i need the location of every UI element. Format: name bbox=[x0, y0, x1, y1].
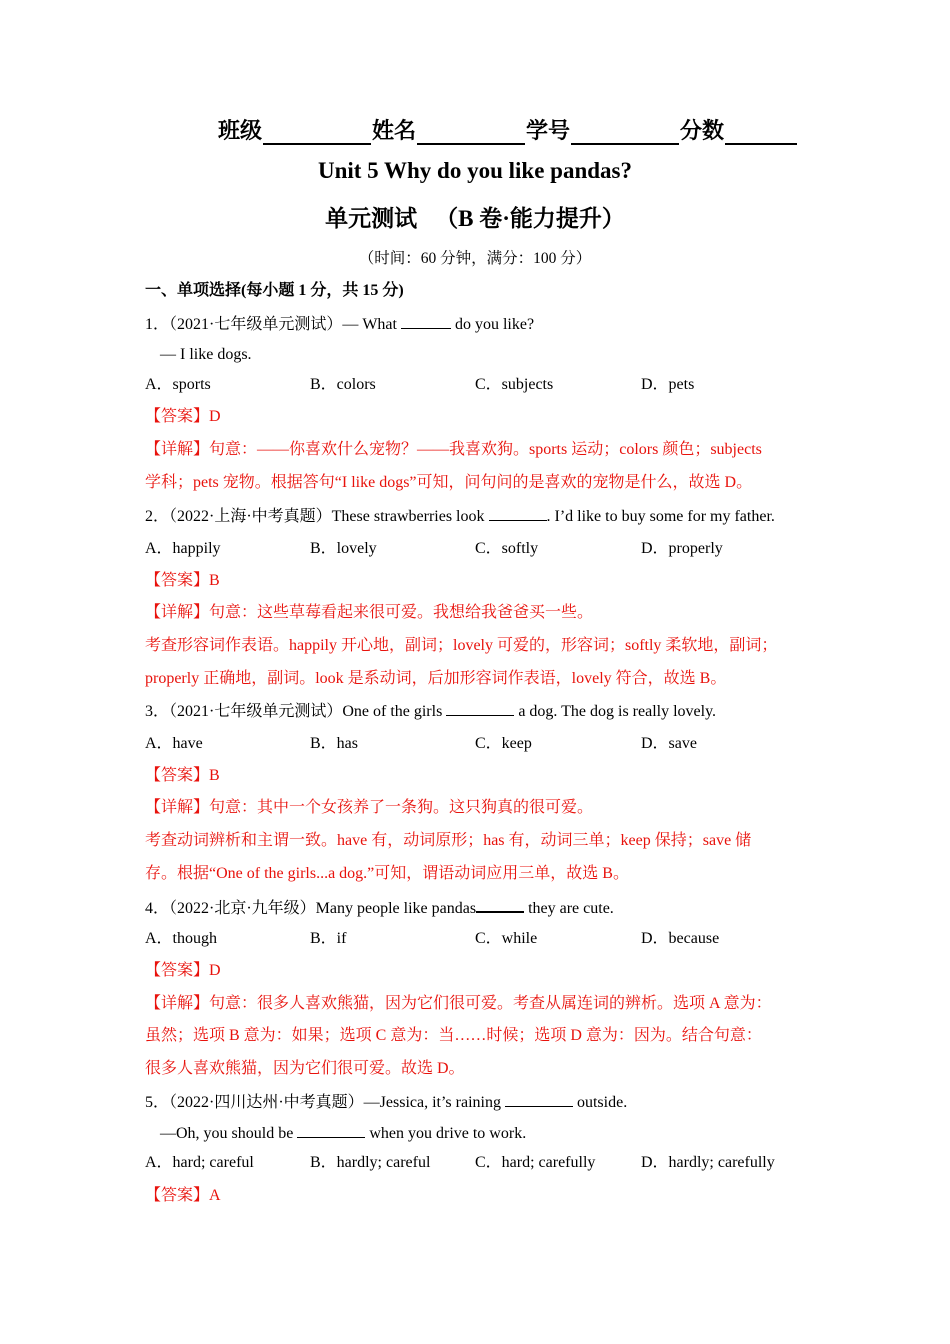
q2-option-b: B．lovely bbox=[310, 540, 377, 557]
question-1: 1．（2021·七年级单元测试）— What do you like? bbox=[145, 312, 534, 337]
answer-blank bbox=[401, 312, 451, 329]
q4-answer: 【答案】D bbox=[145, 962, 221, 979]
q1-option-d: D．pets bbox=[641, 376, 695, 393]
id-label: 学号 bbox=[526, 118, 571, 143]
q3-detail-line: 考查动词辨析和主谓一致。have 有，动词原形；has 有，动词三单；keep 保持；save 储 bbox=[145, 832, 752, 849]
title-cn-sub: （B 卷·能力提升） bbox=[435, 206, 625, 231]
q3-option-a: A．have bbox=[145, 735, 203, 752]
title-chinese bbox=[0, 200, 950, 233]
q1-answer: 【答案】D bbox=[145, 408, 221, 425]
score-label: 分数 bbox=[680, 118, 725, 143]
q2-option-c: C．softly bbox=[475, 540, 539, 557]
q1-option-c: C．subjects bbox=[475, 376, 554, 393]
q5-option-d: D．hardly; carefully bbox=[641, 1154, 775, 1171]
q2-option-a: A．happily bbox=[145, 540, 221, 557]
class-blank[interactable] bbox=[263, 117, 371, 145]
question-5-reply: —Oh, you should be when you drive to work. bbox=[160, 1121, 526, 1146]
id-blank[interactable] bbox=[571, 117, 679, 145]
question-3: 3．（2021·七年级单元测试）One of the girls a dog. The dog is really lovely. bbox=[145, 699, 716, 724]
q5-answer: 【答案】A bbox=[145, 1187, 221, 1204]
question-1-reply: — I like dogs. bbox=[160, 346, 252, 363]
q3-detail-line: 存。根据“One of the girls...a dog.”可知，谓语动词应用三单，故选 B。 bbox=[145, 865, 629, 882]
answer-blank bbox=[489, 504, 547, 521]
title-cn-main: 单元测试 bbox=[325, 206, 418, 231]
answer-blank bbox=[297, 1121, 365, 1138]
q4-detail-line: 虽然；选项 B 意为：如果；选项 C 意为：当……时候；选项 D 意为：因为。结合句意： bbox=[145, 1027, 762, 1044]
student-info-row bbox=[218, 114, 798, 148]
question-4: 4．（2022·北京·九年级）Many people like pandas they are cute. bbox=[145, 895, 614, 921]
question-2: 2．（2022·上海·中考真题）These strawberries look . I’d like to buy some for my father. bbox=[145, 504, 775, 529]
answer-blank bbox=[476, 895, 524, 913]
q3-option-d: D．save bbox=[641, 735, 697, 752]
q2-answer: 【答案】B bbox=[145, 572, 220, 589]
q5-option-c: C．hard; carefully bbox=[475, 1154, 596, 1171]
q2-option-d: D．properly bbox=[641, 540, 723, 557]
q2-detail-line: 【详解】句意：这些草莓看起来很可爱。我想给我爸爸买一些。 bbox=[145, 604, 594, 621]
name-blank[interactable] bbox=[417, 117, 525, 145]
q4-detail-line: 很多人喜欢熊猫，因为它们很可爱。故选 D。 bbox=[145, 1060, 465, 1077]
section-title: 一、单项选择(每小题 1 分，共 15 分) bbox=[145, 282, 404, 299]
score-blank[interactable] bbox=[725, 117, 797, 145]
q5-option-a: A．hard; careful bbox=[145, 1154, 254, 1171]
q3-option-b: B．has bbox=[310, 735, 359, 752]
q1-detail-line: 学科；pets 宠物。根据答句“I like dogs”可知，问句问的是喜欢的宠物是什么，故选 D。 bbox=[145, 474, 753, 491]
name-label: 姓名 bbox=[372, 118, 417, 143]
q1-option-b: B．colors bbox=[310, 376, 376, 393]
q2-detail-line: 考查形容词作表语。happily 开心地，副词；lovely 可爱的，形容词；softly 柔软地，副词； bbox=[145, 637, 778, 654]
title-english: Unit 5 Why do you like pandas? bbox=[317, 158, 632, 183]
q2-detail-line: properly 正确地，副词。look 是系动词，后加形容词作表语，lovely 符合，故选 B。 bbox=[145, 670, 727, 687]
q4-option-b: B．if bbox=[310, 930, 347, 947]
answer-blank bbox=[505, 1090, 573, 1107]
q3-detail-line: 【详解】句意：其中一个女孩养了一条狗。这只狗真的很可爱。 bbox=[145, 799, 594, 816]
q1-option-a: A．sports bbox=[145, 376, 211, 393]
q3-answer: 【答案】B bbox=[145, 767, 220, 784]
q4-option-d: D．because bbox=[641, 930, 720, 947]
question-5: 5．（2022·四川达州·中考真题）—Jessica, it’s raining outside. bbox=[145, 1090, 627, 1115]
answer-blank bbox=[446, 699, 514, 716]
q3-option-c: C．keep bbox=[475, 735, 532, 752]
time-info: （时间：60 分钟，满分：100 分） bbox=[358, 250, 592, 267]
q4-option-c: C．while bbox=[475, 930, 538, 947]
q1-detail-line: 【详解】句意：——你喜欢什么宠物？——我喜欢狗。sports 运动；colors 颜色；subjects bbox=[145, 441, 762, 458]
q4-detail-line: 【详解】句意：很多人喜欢熊猫，因为它们很可爱。考查从属连词的辨析。选项 A 意为： bbox=[145, 995, 772, 1012]
q4-option-a: A．though bbox=[145, 930, 218, 947]
class-label: 班级 bbox=[218, 118, 263, 143]
q5-option-b: B．hardly; careful bbox=[310, 1154, 431, 1171]
